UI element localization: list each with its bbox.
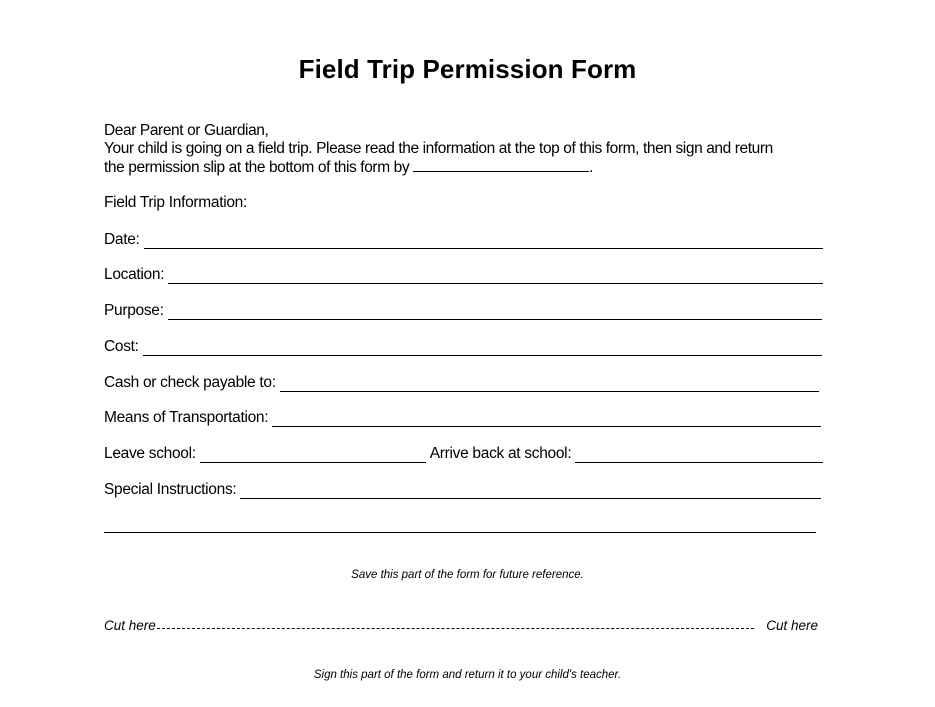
intro-paragraph — [104, 122, 864, 177]
section-label: Field Trip Information: — [104, 194, 247, 211]
transport-field — [104, 407, 821, 427]
intro-line-2-end: . — [589, 159, 594, 176]
location-label: Location: — [104, 266, 165, 283]
leave-label: Leave school: — [104, 445, 196, 462]
cut-line — [104, 618, 818, 633]
return-date-blank[interactable] — [413, 158, 589, 172]
intro-line-2-text: the permission slip at the bottom of this form by — [104, 159, 410, 176]
special-field — [104, 479, 821, 499]
cost-field — [104, 336, 822, 356]
location-field — [104, 264, 823, 284]
special-continuation-line[interactable] — [104, 532, 816, 533]
location-line[interactable] — [168, 269, 823, 284]
arrive-line[interactable] — [575, 448, 823, 463]
leave-line[interactable] — [200, 448, 426, 463]
special-label: Special Instructions: — [104, 481, 237, 498]
date-field — [104, 229, 823, 249]
special-line[interactable] — [240, 484, 821, 499]
purpose-label: Purpose: — [104, 302, 164, 319]
date-line[interactable] — [144, 234, 823, 249]
cut-dashes — [157, 627, 754, 629]
transport-label: Means of Transportation: — [104, 409, 269, 426]
leave-arrive-field — [104, 443, 823, 463]
save-note: Save this part of the form for future reference. — [351, 569, 584, 581]
sign-note: Sign this part of the form and return it to your child's teacher. — [313, 669, 622, 681]
intro-line-2 — [104, 158, 864, 177]
cut-label-left: Cut here — [104, 618, 156, 633]
greeting: Dear Parent or Guardian, — [104, 122, 269, 139]
cost-line[interactable] — [143, 341, 822, 356]
date-label: Date: — [104, 231, 140, 248]
purpose-field — [104, 300, 822, 320]
cost-label: Cost: — [104, 338, 139, 355]
payable-line[interactable] — [280, 377, 819, 392]
payable-field — [104, 372, 819, 392]
cut-label-right: Cut here — [766, 618, 818, 633]
form-title: Field Trip Permission Form — [298, 54, 637, 84]
arrive-label: Arrive back at school: — [429, 445, 572, 462]
intro-line-1: Your child is going on a field trip. Please read the information at the top of this form, then sign and return — [104, 140, 773, 157]
payable-label: Cash or check payable to: — [104, 374, 276, 391]
transport-line[interactable] — [272, 412, 821, 427]
purpose-line[interactable] — [168, 305, 822, 320]
